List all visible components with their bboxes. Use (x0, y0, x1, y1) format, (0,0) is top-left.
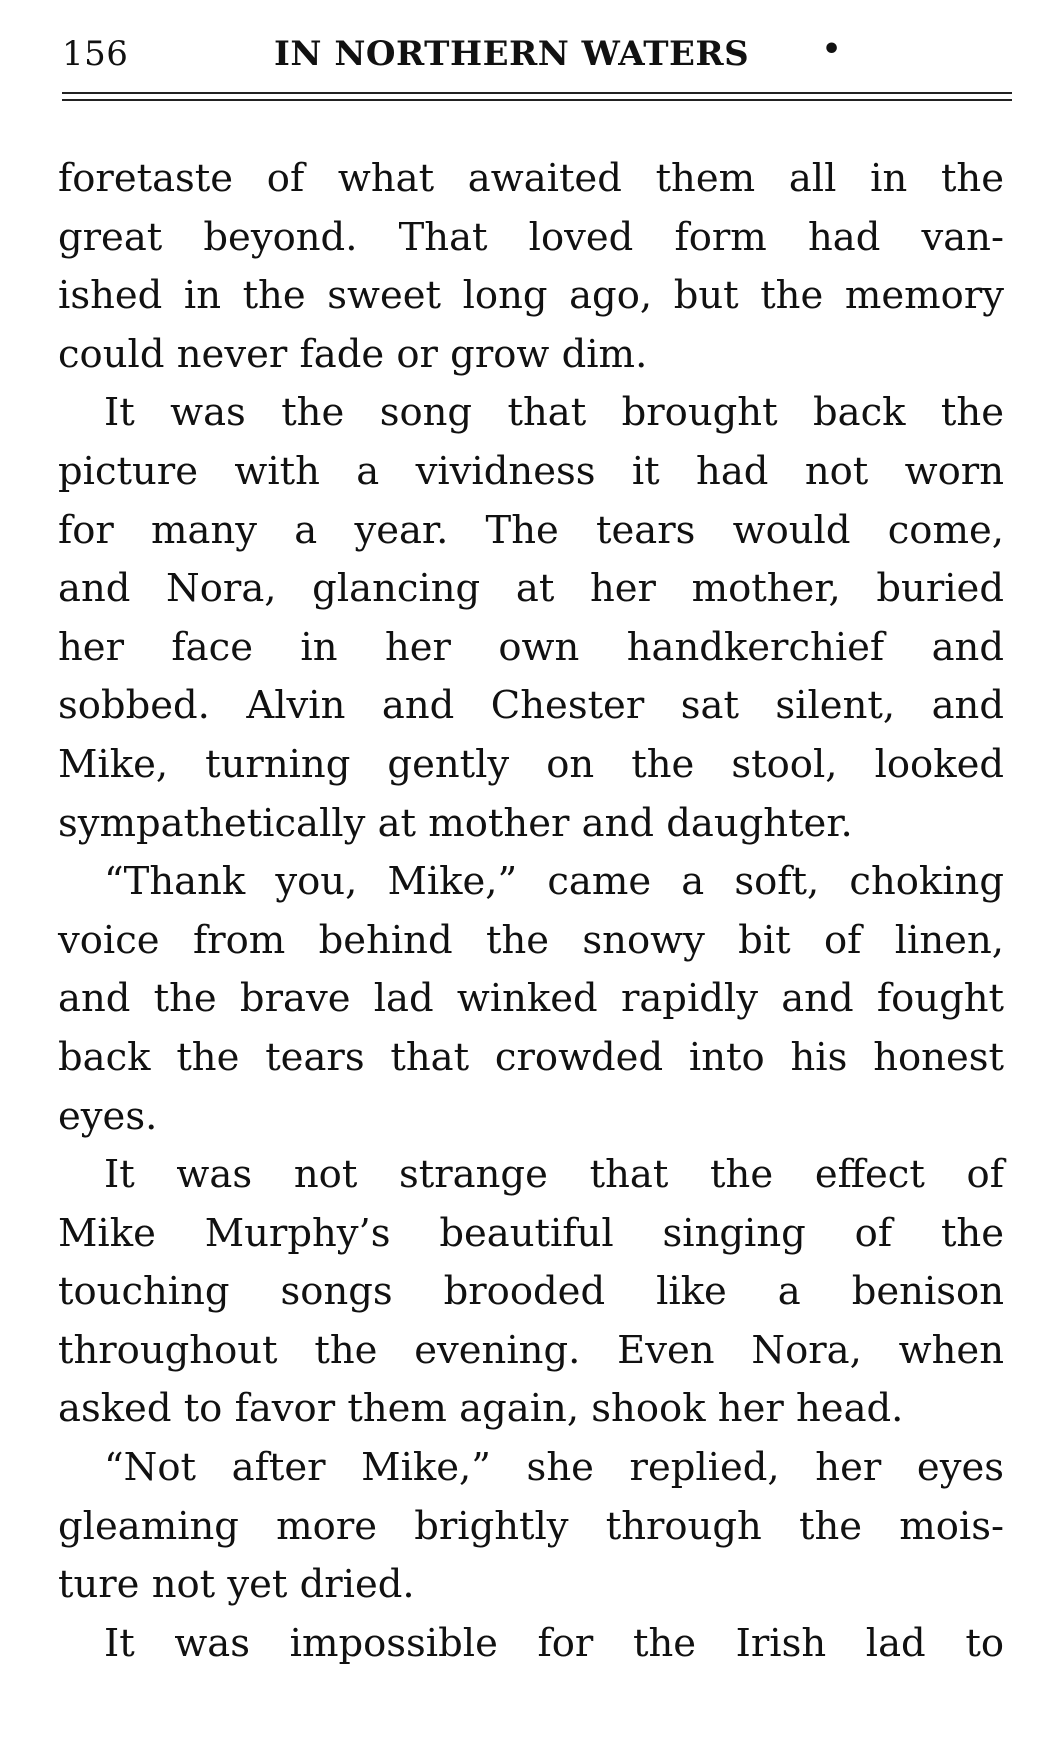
text-line: and the brave lad winked rapidly and fought (58, 976, 1004, 1022)
text-line: sobbed. Alvin and Chester sat silent, and (58, 683, 1004, 729)
text-line: foretaste of what awaited them all in the (58, 156, 1004, 201)
text-line: for many a year. The tears would come, (58, 507, 1004, 553)
text-line: It was not strange that the effect of (104, 1152, 1004, 1198)
text-line: It was the song that brought back the (104, 390, 1004, 436)
text-line: throughout the evening. Even Nora, when (58, 1327, 1004, 1373)
text-line: “Not after Mike,” she replied, her eyes (104, 1445, 1004, 1491)
header-rule-top (62, 92, 1012, 94)
running-title: IN NORTHERN WATERS (274, 34, 750, 74)
running-head (62, 30, 1012, 84)
text-line: and Nora, glancing at her mother, buried (58, 566, 1004, 612)
header-rule-bottom (62, 99, 1012, 101)
header-ornament: • (822, 32, 842, 67)
text-line: back the tears that crowded into his honest (58, 1034, 1004, 1080)
text-line: Mike, turning gently on the stool, looked (58, 741, 1004, 787)
text-line: picture with a vividness it had not worn (58, 448, 1004, 494)
text-line: touching songs brooded like a benison (58, 1269, 1004, 1315)
text-line: gleaming more brightly through the mois- (58, 1503, 1004, 1549)
text-line: eyes. (58, 1093, 158, 1139)
text-line: asked to favor them again, shook her head. (58, 1386, 904, 1432)
text-line: It was impossible for the Irish lad to (104, 1620, 1004, 1666)
page-number: 156 (62, 34, 129, 74)
text-line: her face in her own handkerchief and (58, 624, 1004, 670)
text-line: could never fade or grow dim. (58, 331, 648, 377)
text-line: ished in the sweet long ago, but the memory (58, 273, 1004, 319)
text-line: great beyond. That loved form had van- (58, 214, 1004, 260)
text-line: “Thank you, Mike,” came a soft, choking (104, 859, 1004, 905)
text-line: Mike Murphy’s beautiful singing of the (58, 1210, 1004, 1256)
body-text (58, 150, 1004, 1673)
text-line: ture not yet dried. (58, 1562, 415, 1608)
text-line: voice from behind the snowy bit of linen, (58, 917, 1004, 963)
text-line: sympathetically at mother and daughter. (58, 800, 853, 846)
